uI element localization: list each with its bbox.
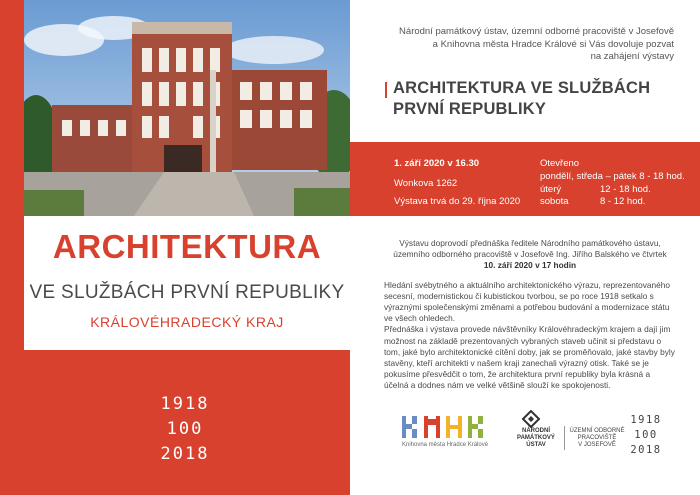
intro-line: a Knihovna města Hradce Králové si Vás dovoluje pozvat (432, 38, 674, 50)
lecture-line: Výstavu doprovodí přednáška ředitele Národního památkového ústavu, (399, 238, 661, 248)
poster-region: KRÁLOVÉHRADECKÝ KRAJ (90, 314, 284, 330)
anniversary-years-small (622, 413, 670, 458)
event-place: Wonkova 1262 (394, 178, 458, 189)
hours-row (540, 184, 685, 197)
npu-emblem-icon (520, 410, 542, 428)
npu-office (568, 428, 626, 449)
year-end: 2018 (160, 444, 210, 464)
exhibition-title-line2: PRVNÍ REPUBLIKY (393, 100, 547, 118)
hours-time: 12 - 18 hod. (600, 183, 651, 195)
npu-divider (564, 426, 565, 450)
npu-office-line: PRACOVIŠTĚ (577, 435, 617, 441)
hours-time: 8 - 12 hod. (600, 196, 646, 207)
lecture-date: 10. září 2020 v 17 hodin (483, 260, 577, 271)
description-paragraph: Přednáška i výstava provede návštěvníky Královéhradeckým krajem a dají jim možnost na základě prezentovaných vybraných staveb učinit si představu o tom, jaké bylo architektonické cítění doby, jak se proměňovalo, jaké stavby byly stavěny, kteří architekti v našem kraji zanechali výrazný otisk. Také se je pokusíme přesvědčit o tom, že architektura první republiky byla krásná a účelná a dodnes nám ve velké většině slouží ke spokojenosti. (384, 324, 675, 391)
year-count: 100 (166, 419, 204, 439)
hours-row (540, 196, 685, 209)
kmhk-letters-icon (402, 416, 486, 438)
description-paragraph: Hledání svébytného a aktuálního architektonického výrazu, reprezentovaného secesní, modernistickou či kubistickou tvorbou, se po roce 1918 setkalo s výraznými společenskými změnami a potřebou budování a modernizace státu ve všech ohledech. (384, 279, 670, 324)
npu-name-line: NÁRODNÍ (522, 428, 550, 434)
lecture-announcement (384, 238, 676, 272)
hours-days: sobota (540, 196, 569, 207)
description-text (384, 238, 676, 400)
hours-days: úterý (540, 183, 562, 195)
event-until: Výstava trvá do 29. října 2020 (394, 196, 521, 207)
npu-name-line: ÚSTAV (526, 442, 546, 448)
hours-row (540, 171, 685, 184)
poster-subtitle: VE SLUŽBÁCH PRVNÍ REPUBLIKY (29, 282, 345, 303)
title-card (24, 216, 350, 350)
opening-hours-label: Otevřeno (540, 158, 580, 169)
exhibition-title-line1: ARCHITEKTURA VE SLUŽBÁCH (393, 79, 651, 97)
exhibition-title (385, 78, 650, 120)
invitation-intro (364, 26, 674, 64)
building-photo (24, 0, 350, 216)
poster-title: ARCHITEKTURA (52, 228, 322, 265)
building-illustration (24, 0, 350, 216)
lecture-line: územního odborného pracoviště v Josefově Ing. Jiřího Balského ve čtvrtek (393, 249, 667, 260)
npu-office-line: ÚZEMNÍ ODBORNÉ (569, 428, 625, 434)
event-info-band (350, 142, 700, 216)
year-end: 2018 (630, 444, 662, 456)
year-start: 1918 (630, 414, 662, 426)
npu-name-line: PAMÁTKOVÝ (517, 435, 555, 441)
intro-line: Národní památkový ústav, územní odborné pracoviště v Josefově (399, 26, 674, 37)
kmhk-caption: Knihovna města Hradce Králové (402, 442, 489, 448)
anniversary-years (150, 392, 220, 467)
npu-office-line: V JOSEFOVĚ (578, 442, 616, 448)
year-start: 1918 (160, 394, 210, 414)
year-count: 100 (634, 429, 658, 441)
opening-hours (540, 171, 685, 209)
npu-logo (506, 410, 626, 458)
hours-days: pondělí, středa – pátek 8 - 18 hod. (540, 171, 685, 182)
kmhk-logo-mark (402, 416, 492, 438)
intro-line: na zahájení výstavy (590, 51, 674, 62)
npu-name (512, 428, 560, 449)
kmhk-logo (402, 416, 492, 448)
event-date: 1. září 2020 v 16.30 (394, 158, 480, 169)
